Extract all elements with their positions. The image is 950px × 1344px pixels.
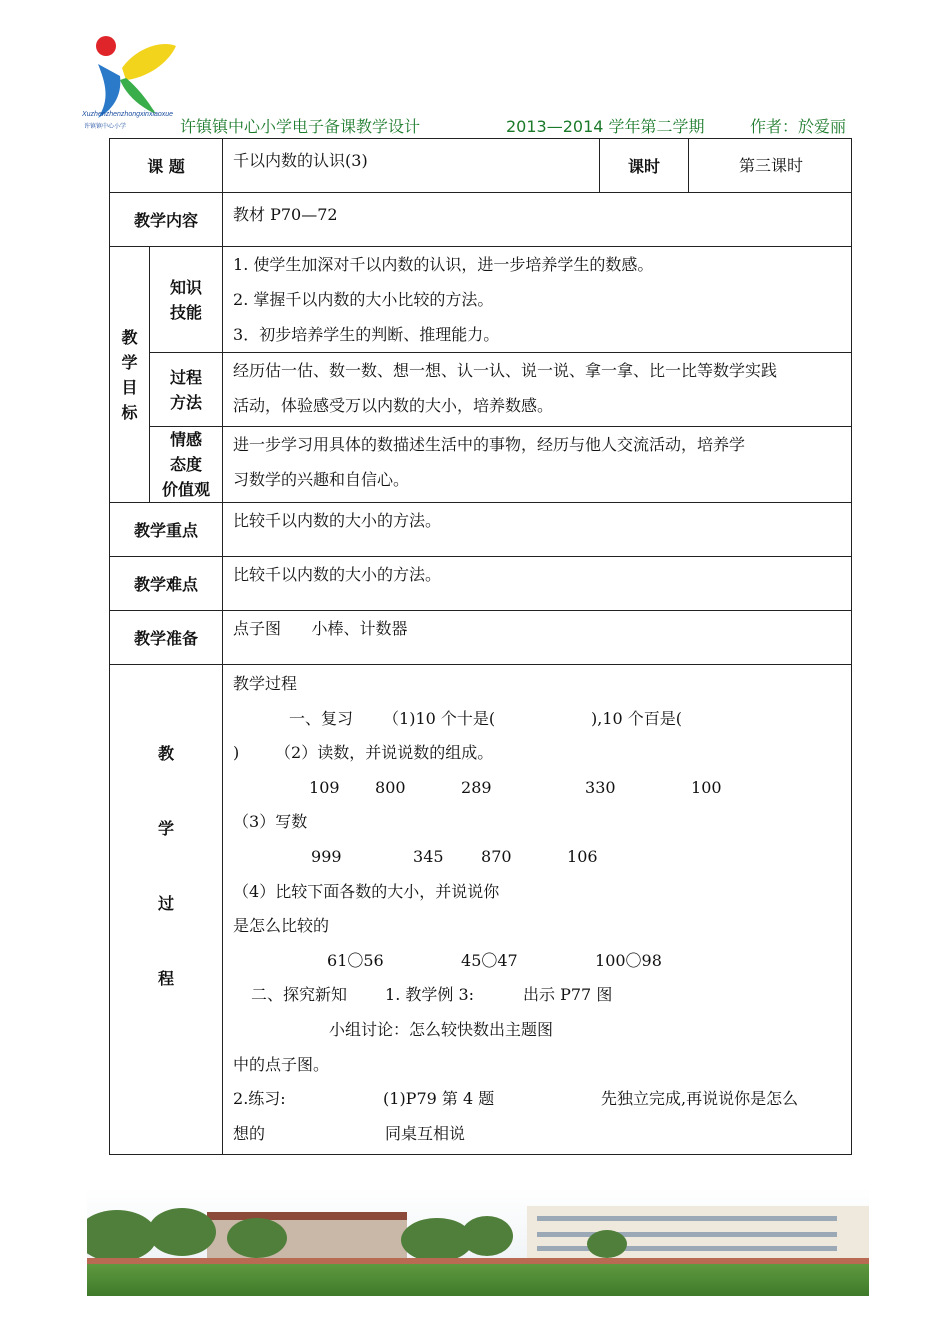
teaching-title: 教学过程 (233, 674, 298, 693)
knowledge-item: 1. 使学生加深对千以内数的认识，进一步培养学生的数感。 (233, 255, 654, 274)
logo-blue-body (98, 64, 120, 118)
logo-yellow-wing (122, 44, 176, 80)
row-process (110, 353, 852, 427)
logo-red-dot (96, 36, 116, 56)
photo-track (87, 1258, 869, 1264)
emotion-label: 情感 态度 价值观 (150, 427, 223, 503)
knowledge-item: 2. 掌握千以内数的大小比较的方法。 (233, 290, 494, 309)
document-header (180, 114, 870, 136)
header-author: 作者：於爱丽 (750, 117, 847, 136)
knowledge-label: 知识 技能 (150, 247, 223, 353)
campus-photo (87, 1188, 869, 1296)
logo-text: Xuzhenzhenzhongxinxiaoxue (82, 111, 174, 118)
row-knowledge (110, 247, 852, 353)
row-teaching (110, 665, 852, 1155)
emotion-text: 进一步学习用具体的数描述生活中的事物，经历与他人交流活动，培养学 习数学的兴趣和自信心。 (223, 427, 852, 503)
photo-field (87, 1264, 869, 1296)
content-value: 教材 P70—72 (223, 193, 852, 247)
key-label: 教学重点 (110, 503, 223, 557)
goals-label: 教 学 目 标 (110, 247, 150, 503)
row-prep (110, 611, 852, 665)
row-content (110, 193, 852, 247)
topic-label: 课 题 (110, 139, 223, 193)
process-text: 经历估一估、数一数、想一想、认一认、说一说、拿一拿、比一比等数学实践 活动，体验感受万以内数的大小，培养数感。 (223, 353, 852, 427)
row-key (110, 503, 852, 557)
logo-green-body (120, 78, 156, 114)
prep-value: 点子图 小棒、计数器 (223, 611, 852, 665)
difficulty-value: 比较千以内数的大小的方法。 (223, 557, 852, 611)
row-emotion (110, 427, 852, 503)
prep-label: 教学准备 (110, 611, 223, 665)
teaching-label: 教 学 过 程 (110, 665, 223, 1155)
period-label: 课时 (600, 139, 689, 193)
knowledge-list (223, 247, 852, 353)
topic-value: 千以内数的认识(3) (223, 139, 600, 193)
content-label: 教学内容 (110, 193, 223, 247)
teaching-process: 教学过程 一、复习 （1)10 个十是( ),10 个百是( ) （2）读数，并说说数的组成。 109 800 289 330 100 （3）写数 999 345 870 106 （4）比较下面各数的大小，并说说你 是怎么比较的 61〇56 45〇47 100〇98 二、探究新知 1. 教学例 3: 出示 P77 图 小组讨论：怎么较快数出主题图 中的点子图。 2.练习: (1)P79 第 4 题 先独立完成,再说说你是怎么 想的 同桌互相说 (223, 665, 852, 1155)
header-school: 许镇镇中心小学电子备课教学设计 (180, 117, 421, 136)
difficulty-label: 教学难点 (110, 557, 223, 611)
header-term: 2013—2014 学年第二学期 (506, 117, 705, 136)
process-label: 过程 方法 (150, 353, 223, 427)
lesson-plan-table (109, 138, 852, 1155)
logo-subtext: 许镇镇中心小学 (84, 123, 127, 130)
row-difficulty (110, 557, 852, 611)
knowledge-item: 3．初步培养学生的判断、推理能力。 (233, 325, 500, 344)
period-value: 第三课时 (689, 139, 852, 193)
row-topic (110, 139, 852, 193)
key-value: 比较千以内数的大小的方法。 (223, 503, 852, 557)
